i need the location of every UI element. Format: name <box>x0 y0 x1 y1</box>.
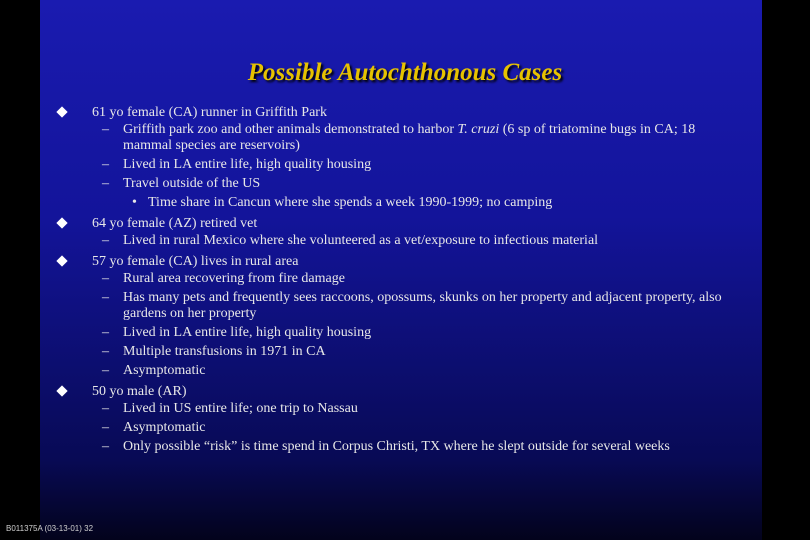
dash-bullet-icon: – <box>102 233 109 248</box>
sub-item-text: Rural area recovering from fire damage <box>123 271 345 286</box>
list-item <box>0 214 810 233</box>
diamond-bullet-icon <box>56 217 67 228</box>
slide-title: Possible Autochthonous Cases <box>247 59 563 86</box>
sub-item-text-post: (6 sp of triatomine bugs in CA; 18 mammal species are reservoirs) <box>123 122 696 153</box>
sub-item <box>0 363 810 379</box>
sub-sub-item-text: Time share in Cancun where she spends a week 1990-1999; no camping <box>148 195 553 210</box>
sub-item-text: Lived in rural Mexico where she volunteered as a vet/exposure to infectious material <box>123 233 599 248</box>
dash-bullet-icon: – <box>102 325 109 340</box>
dash-bullet-icon: – <box>102 176 109 191</box>
sub-item <box>0 233 810 249</box>
sub-item <box>0 122 810 154</box>
sub-item-text: Has many pets and frequently sees raccoons, opossums, skunks on her property and adjacent property, also gardens on her property <box>123 290 722 321</box>
sub-item-text: Travel outside of the US <box>123 176 261 191</box>
sub-item-text: Lived in LA entire life, high quality housing <box>123 157 372 172</box>
bullet-list <box>0 102 810 458</box>
dash-bullet-icon: – <box>102 290 109 305</box>
diamond-bullet-icon <box>56 385 67 396</box>
dash-bullet-icon: – <box>102 401 109 416</box>
sub-item <box>0 290 810 322</box>
sub-item-text: Lived in US entire life; one trip to Nassau <box>123 401 358 416</box>
list-item <box>0 382 810 401</box>
sub-item <box>0 420 810 436</box>
dash-bullet-icon: – <box>102 363 109 378</box>
sub-item <box>0 344 810 360</box>
sub-item-text: Multiple transfusions in 1971 in CA <box>123 344 326 359</box>
dot-bullet-icon: • <box>132 195 137 210</box>
sub-item <box>0 157 810 173</box>
sub-item <box>0 401 810 417</box>
item-text: 61 yo female (CA) runner in Griffith Park <box>92 105 327 120</box>
dash-bullet-icon: – <box>102 420 109 435</box>
sub-item-text-pre: Griffith park zoo and other animals demonstrated to harbor <box>123 122 458 137</box>
sub-item-text: Only possible “risk” is time spend in Corpus Christi, TX where he slept outside for several weeks <box>123 439 670 454</box>
diamond-bullet-icon <box>56 106 67 117</box>
item-text: 50 yo male (AR) <box>92 384 187 399</box>
list-item <box>0 252 810 271</box>
sub-sub-item <box>0 195 810 211</box>
sub-item <box>0 325 810 341</box>
sub-item-text: Asymptomatic <box>123 363 206 378</box>
dash-bullet-icon: – <box>102 122 109 137</box>
dash-bullet-icon: – <box>102 439 109 454</box>
sub-item-text: Asymptomatic <box>123 420 206 435</box>
item-text: 64 yo female (AZ) retired vet <box>92 216 258 231</box>
dash-bullet-icon: – <box>102 271 109 286</box>
item-text: 57 yo female (CA) lives in rural area <box>92 254 299 269</box>
list-item <box>0 103 810 122</box>
dash-bullet-icon: – <box>102 157 109 172</box>
sub-item-text: Lived in LA entire life, high quality housing <box>123 325 372 340</box>
sub-item <box>0 271 810 287</box>
species-name: T. cruzi <box>457 122 500 137</box>
diamond-bullet-icon <box>56 255 67 266</box>
sub-item <box>0 439 810 455</box>
sub-item <box>0 176 810 192</box>
slide-footer: B011375A (03-13-01) 32 <box>6 524 94 533</box>
dash-bullet-icon: – <box>102 344 109 359</box>
